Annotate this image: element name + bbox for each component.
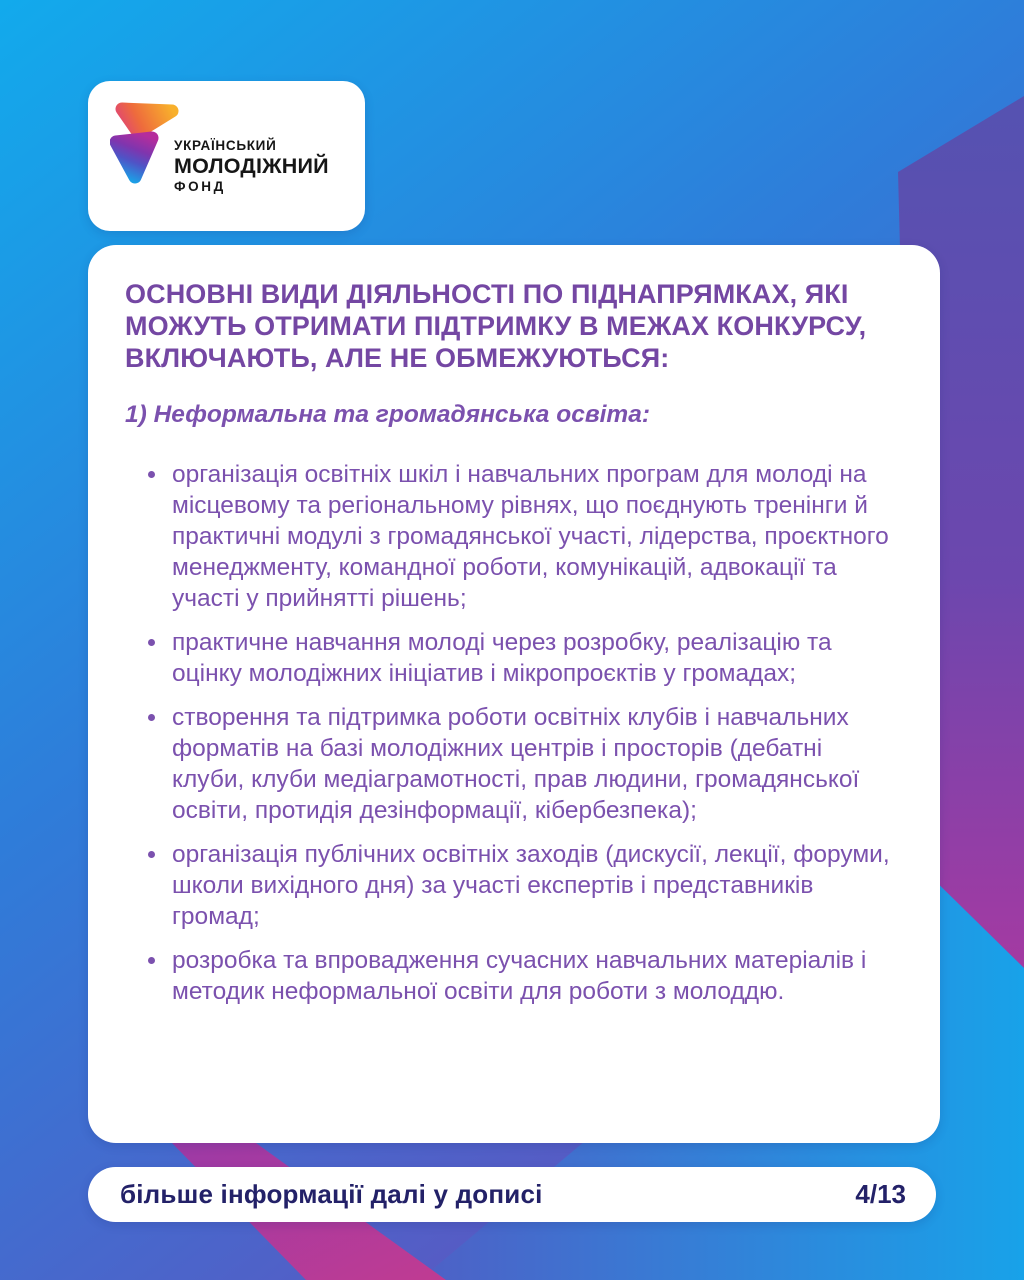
- bullet-dot-icon: [148, 471, 155, 478]
- logo-wordmark: [174, 139, 329, 194]
- list-item: [148, 945, 895, 1007]
- bullet-dot-icon: [148, 851, 155, 858]
- list-item-text: створення та підтримка роботи освітніх клубів і навчальних форматів на базі молодіжних центрів і просторів (дебатні клуби, клуби медіаграмотності, прав людини, громадянської освіти, протидія дезінформації, кібербезпека);: [172, 704, 860, 824]
- list-item-text: організація публічних освітніх заходів (дискусії, лекції, форуми, школи вихідного дня) за участі експертів і представників громад;: [172, 841, 890, 930]
- bullet-dot-icon: [148, 957, 155, 964]
- list-item: [148, 627, 895, 689]
- logo-line-bottom: ФОНД: [174, 179, 226, 194]
- logo-line-main: МОЛОДІЖНИЙ: [174, 153, 329, 178]
- list-item: [148, 459, 895, 614]
- bullet-dot-icon: [148, 714, 155, 721]
- content-card: [88, 245, 940, 1143]
- footer-note: більше інформації далі у дописі: [120, 1179, 543, 1209]
- list-item-text: розробка та впровадження сучасних навчальних матеріалів і методик неформальної освіти для роботи з молоддю.: [172, 947, 867, 1005]
- list-item-text: організація освітніх шкіл і навчальних програм для молоді на місцевому та регіональному рівнях, що поєднують тренінги й практичні модулі з громадянської участі, лідерства, проєктного менеджменту, командної роботи, комунікацій, адвокації та участі у прийнятті рішень;: [172, 461, 889, 612]
- bullet-list: [125, 459, 895, 1007]
- logo-line-top: УКРАЇНСЬКИЙ: [174, 138, 277, 153]
- logo-mark-icon: [110, 97, 184, 191]
- list-item-text: практичне навчання молоді через розробку, реалізацію та оцінку молодіжних ініціатив і мікропроєктів у громадах;: [172, 629, 832, 687]
- logo-card: [88, 81, 365, 231]
- list-item: [148, 839, 895, 932]
- bullet-dot-icon: [148, 639, 155, 646]
- card-heading: ОСНОВНІ ВИДИ ДІЯЛЬНОСТІ ПО ПІДНАПРЯМКАХ, ЯКІ МОЖУТЬ ОТРИМАТИ ПІДТРИМКУ В МЕЖАХ КОНКУРСУ, ВКЛЮЧАЮТЬ, АЛЕ НЕ ОБМЕЖУЮТЬСЯ:: [125, 279, 867, 373]
- page-indicator: 4/13: [855, 1179, 906, 1209]
- card-subheading: 1) Неформальна та громадянська освіта:: [125, 401, 650, 428]
- list-item: [148, 702, 895, 826]
- footer-bar: [88, 1167, 936, 1222]
